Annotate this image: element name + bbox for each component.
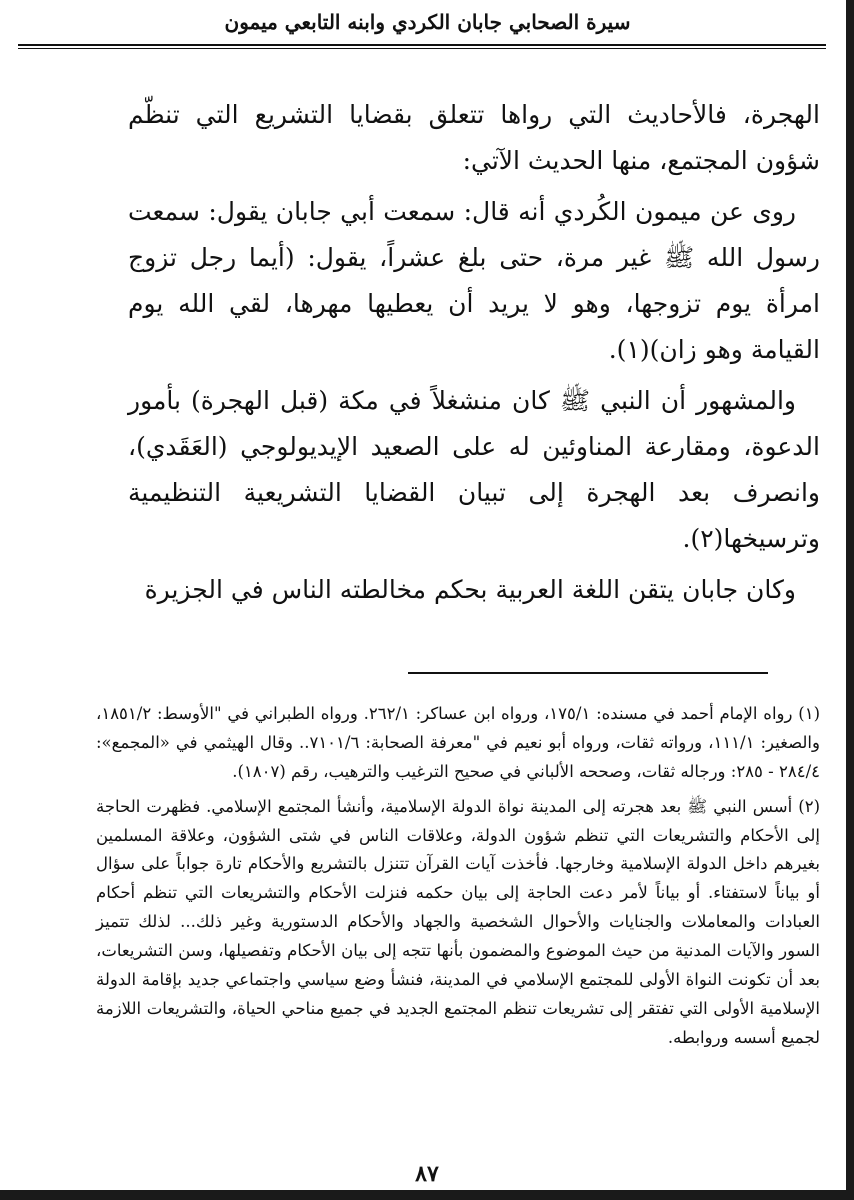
paragraph-hijra-hadiths: الهجرة، فالأحاديث التي رواها تتعلق بقضايا التشريع التي تنظّم شؤون المجتمع، منها الحديث الآتي: [128,100,820,176]
footnote-1: (١) رواه الإمام أحمد في مسنده: ١٧٥/١، ورواه ابن عساكر: ٢٦٢/١. ورواه الطبراني في "الأوسط: ١٨٥١/٢، والصغير: ١١١/١، ورواته ثقات، ورواه أبو نعيم في "معرفة الصحابة: ٧١٠١/٦.. وقال الهيثمي في «المجمع»: ٢٨٤/٤ - ٢٨٥: ورجاله ثقات، وصححه الألباني في صحيح الترغيب والترهيب، رقم (١٨٠٧). [96,704,820,781]
paragraph-jaban-arabic: وكان جابان يتقن اللغة العربية بحكم مخالطته الناس في الجزيرة [144,574,796,604]
running-header-title: سيرة الصحابي جابان الكردي وابنه التابعي ميمون [224,10,631,34]
scan-edge-right [846,0,854,1200]
page-number: ٨٧ [415,1161,439,1187]
scan-edge-bottom [0,1190,854,1200]
paragraph-prophet-mecca: والمشهور أن النبي ﷺ كان منشغلاً في مكة (قبل الهجرة) بأمور الدعوة، ومقارعة المناوئين له على الصعيد الإيديولوجي (العَقَدي)، وانصرف بعد الهجرة إلى تبيان القضايا التشريعية التنظيمية وترسيخها(٢). [128,385,820,554]
paragraph-maymun-narration: روى عن ميمون الكُردي أنه قال: سمعت أبي جابان يقول: سمعت رسول الله ﷺ غير مرة، حتى بلغ عشراً، يقول: (أيما رجل تزوج امرأة يوم تزوجها، وهو لا يريد أن يعطيها مهرها، لقي الله يوم القيامة وهو زان)(١). [128,196,820,365]
header-rule [18,44,826,46]
footnote-separator [408,672,768,674]
footnote-2: (٢) أسس النبي ﷺ بعد هجرته إلى المدينة نواة الدولة الإسلامية، وأنشأ المجتمع الإسلامي. فظهرت الحاجة إلى الأحكام والتشريعات التي تنظم شؤون الدولة، وعلاقات الناس في شتى الشؤون، وعلاقة المسلمين بغيرهم داخل الدولة الإسلامية وخارجها. فأخذت آيات القرآن تتنزل بالتشريع والأحكام تارة جواباً على سؤال أو بياناً لاستفتاء. أو بياناً لأمر دعت الحاجة إلى بيان حكمه فنزلت الأحكام والتشريعات التي تنظم أحكام العبادات والمعاملات والجنايات والأحوال الشخصية والجهاد والأحكام الدستورية وغير ذلك... لذلك تتميز السور والآيات المدنية من حيث الموضوع والمضمون بأنها تتجه إلى بيان الأحكام وتفصيلها، وسن التشريعات، بعد أن تكونت النواة الأولى للمجتمع الإسلامي في المدينة، فنشأ وضع سياسي واجتماعي جديد بإقامة الدولة الإسلامية الأولى التي تفتقر إلى تشريعات تنظم المجتمع الجديد في جميع مناحي الحياة، والتشريعات اللازمة لجميع أسسه وروابطه. [96,796,820,1047]
main-text-block [128,92,820,617]
header-rule-secondary [18,48,826,49]
footnotes-block [96,700,820,1059]
